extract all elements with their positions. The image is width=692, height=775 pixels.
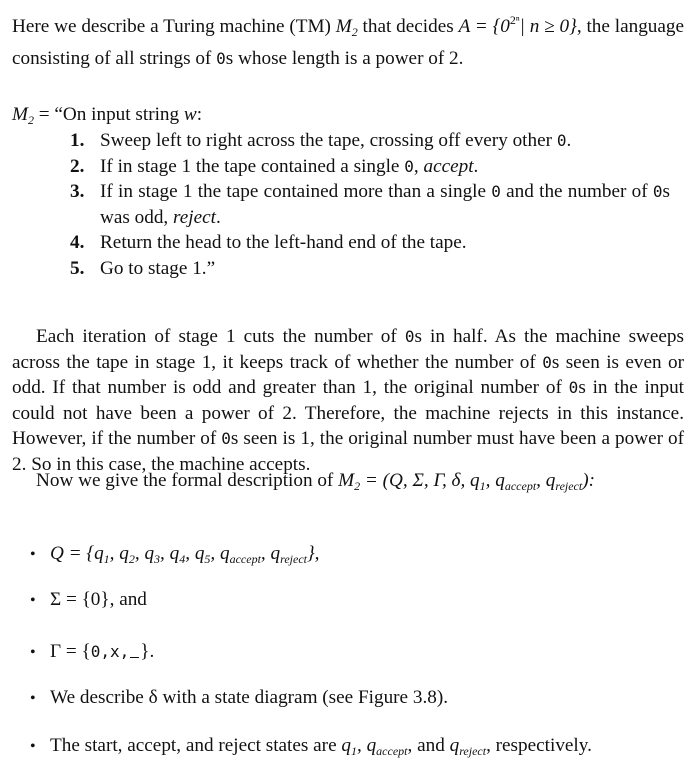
gamma-label: Γ = {: [50, 641, 91, 662]
step-number: 1.: [70, 130, 85, 151]
subscript: 3: [154, 552, 161, 566]
zero-symbol: 0: [404, 327, 415, 346]
step-text: Return the head to the left-hand end of the tape.: [100, 232, 467, 253]
reject-word: reject: [173, 206, 216, 228]
def-colon: :: [196, 104, 203, 125]
explanation-text: s seen is even or odd. If that number is odd and greater than 1, the original number of: [12, 351, 685, 398]
gamma-symbols: 0,x,: [90, 642, 130, 661]
q-symbol: q: [220, 543, 230, 564]
formal-machine: M: [338, 470, 355, 491]
q-symbol: q: [169, 543, 180, 564]
subscript: 4: [179, 552, 186, 566]
subscript: accept: [229, 552, 261, 566]
formal-tuple-close: ):: [582, 470, 595, 491]
machine-definition-head: [12, 104, 202, 128]
step-number: 2.: [70, 155, 85, 177]
zero-symbol: 0: [652, 182, 663, 201]
step-item: [70, 256, 670, 282]
subscript: accept: [376, 744, 408, 758]
step-text: [100, 179, 670, 230]
subscript-accept: accept: [504, 479, 537, 493]
q-symbol: q: [341, 735, 351, 756]
accept-word: accept: [423, 155, 474, 177]
step-text-part: .: [473, 155, 479, 177]
def-input-var: w: [183, 104, 197, 125]
comma: ,: [134, 543, 145, 564]
states-label: Q = {q: [50, 543, 104, 564]
subscript: 2: [128, 552, 135, 566]
comma: ,: [160, 543, 170, 564]
step-text-part: and the number of: [500, 181, 653, 202]
subscript: reject: [280, 552, 307, 566]
intro-text-4: s whose length is a power of 2.: [225, 47, 464, 69]
q-symbol: q: [270, 543, 281, 564]
step-number: 3.: [70, 181, 85, 202]
subscript: 1: [350, 744, 357, 758]
formal-tuple: = (Q, Σ, Γ, δ, q: [360, 470, 480, 491]
step-text-part: ,: [413, 155, 424, 177]
language-condition: | n ≥ 0}: [519, 16, 577, 37]
explanation-text: s in half. As the machine sweeps across the tape in stage 1, it keeps track of whether the number of: [12, 326, 684, 373]
subscript: 5: [204, 552, 211, 566]
tuple-comma: ,: [536, 470, 546, 491]
language-exponent: 2ⁿ: [509, 13, 520, 27]
zero-symbol: 0: [404, 156, 414, 176]
def-machine-subscript: 2: [27, 113, 34, 127]
explanation-paragraph: [12, 324, 684, 477]
blank-symbol-icon: [130, 651, 139, 658]
intro-text-1: Here we describe a Turing machine (TM): [12, 16, 336, 37]
def-equals: = “On input string: [33, 104, 184, 125]
bullet-icon: •: [30, 644, 36, 661]
comma: ,: [260, 543, 271, 564]
algorithm-steps: [70, 128, 670, 281]
and-text: , and: [407, 735, 450, 756]
subscript: reject: [459, 744, 487, 758]
q-symbol: q: [449, 735, 460, 756]
step-text-part: .: [566, 130, 572, 151]
bullet-icon: •: [30, 546, 36, 563]
step-item: [70, 154, 670, 180]
tuple-comma: ,: [485, 470, 496, 491]
bullet-special-states: [30, 733, 592, 764]
states-set: $Q = \{q_1$, $q_2$, $q_3$, $q_4$, $q_5$, $q_{accept}$, $q_{reject}$},: [50, 543, 320, 566]
tape-alphabet: [50, 639, 154, 664]
intro-paragraph: [12, 8, 684, 71]
q-symbol: q: [119, 543, 129, 564]
step-item: [70, 128, 670, 154]
q-symbol: q: [545, 470, 556, 491]
step-text-part: If in stage 1 the tape contained more than a single: [100, 181, 492, 202]
bullet-gamma: [30, 639, 154, 665]
intro-text-3: , the language consisting of all strings of: [12, 16, 685, 69]
comma: ,: [109, 543, 120, 564]
zero-symbol: 0: [216, 48, 226, 68]
language-set: A = {0: [458, 16, 510, 37]
bullet-icon: •: [30, 592, 36, 609]
explanation-text: Each iteration of stage 1 cuts the number of: [36, 326, 405, 347]
zero-symbol: 0: [491, 182, 501, 201]
machine-subscript: 2: [351, 25, 358, 39]
zero-symbol: 0: [221, 429, 231, 448]
bullet-sigma: [30, 587, 147, 613]
zero-symbol: 0: [568, 378, 579, 397]
special-states: [50, 733, 592, 764]
comma: ,: [185, 543, 195, 564]
subscript-1: 1: [479, 479, 486, 493]
formal-machine-subscript: 2: [354, 479, 361, 493]
special-states-text: The start, accept, and reject states are: [50, 735, 342, 756]
respectively-text: , respectively.: [486, 735, 592, 756]
comma: ,: [356, 735, 367, 756]
bullet-states: [30, 541, 319, 572]
step-text: Go to stage 1.”: [100, 257, 216, 279]
bullet-icon: •: [30, 690, 36, 707]
zero-symbol: 0: [556, 131, 567, 150]
gamma-close: }.: [140, 641, 155, 662]
input-alphabet: Σ = {0}, and: [50, 589, 147, 610]
step-text-part: .: [215, 206, 221, 228]
formal-description-lead: [12, 468, 684, 500]
step-text-part: If in stage 1 the tape contained a single: [100, 155, 405, 177]
step-text: [100, 154, 670, 180]
step-text-part: Sweep left to right across the tape, crossing off every other: [100, 130, 557, 151]
step-number: 4.: [70, 232, 85, 253]
q-symbol: q: [194, 543, 205, 564]
q-symbol: q: [366, 735, 377, 756]
step-item: [70, 179, 670, 230]
step-number: 5.: [70, 257, 85, 279]
q-symbol: q: [144, 543, 155, 564]
bullet-delta: [30, 685, 448, 711]
explanation-text: s seen is 1, the original number must have been a power of 2. So in this case, the machine accepts.: [12, 428, 684, 475]
intro-text-2: that decides: [357, 16, 459, 37]
machine-name: M: [335, 16, 352, 37]
step-text: [100, 128, 670, 154]
explanation-text: s in the input could not have been a power of 2. Therefore, the machine rejects in this instance. However, if the number of: [12, 377, 684, 449]
step-text-part: s was odd,: [100, 181, 671, 228]
step-item: [70, 230, 670, 256]
comma: ,: [210, 543, 221, 564]
bullet-icon: •: [30, 738, 36, 755]
subscript-reject: reject: [555, 479, 583, 493]
formal-text: Now we give the formal description of: [36, 470, 339, 491]
transition-description: We describe δ with a state diagram (see Figure 3.8).: [50, 687, 449, 708]
def-machine: M: [12, 104, 28, 125]
q-symbol: q: [495, 470, 505, 491]
subscript: 1: [103, 552, 110, 566]
zero-symbol: 0: [542, 352, 552, 372]
